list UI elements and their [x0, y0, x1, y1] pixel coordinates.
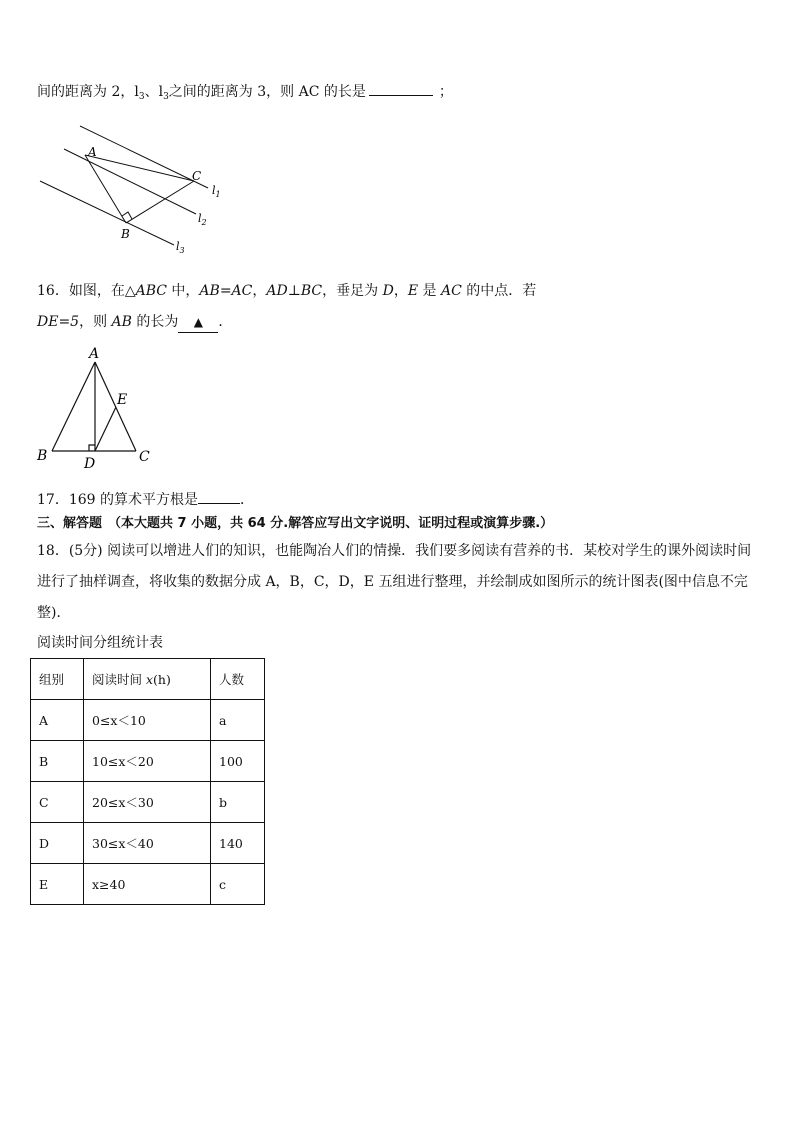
cell-group: A [31, 700, 84, 741]
q17-answer-blank[interactable] [198, 489, 240, 504]
q16-t1: 中， [166, 283, 200, 299]
label-l3: $l_3$ [176, 240, 185, 255]
q16-eq2: DE=5 [37, 314, 80, 330]
section-title: 三、解答题 [37, 516, 103, 531]
label-b: B [121, 227, 130, 241]
table-row [31, 782, 265, 823]
label-c: C [139, 449, 150, 465]
q18-line-3: 整)． [37, 605, 71, 621]
cell-range: 20≤x＜30 [84, 782, 211, 823]
cell-group: B [31, 741, 84, 782]
right-angle-mark [89, 445, 95, 451]
cell-range: x≥40 [84, 864, 211, 905]
label-b: B [37, 448, 48, 464]
q16-triangle: △ABC [124, 283, 167, 299]
header-group: 组别 [31, 659, 84, 700]
table-row [31, 823, 265, 864]
label-l1: $l_1$ [212, 184, 221, 199]
q16-d: D [382, 283, 394, 299]
q16-perp: AD⊥BC [266, 283, 323, 299]
q15-end: ； [438, 84, 453, 100]
table-header-row [31, 659, 265, 700]
cell-count: c [211, 864, 265, 905]
q17-end: ． [240, 492, 254, 508]
label-a: A [89, 346, 100, 362]
q16-ac: AC [440, 283, 462, 299]
q16-e: E [407, 283, 419, 299]
q15-line [37, 81, 453, 107]
q16-t4: ， [393, 283, 408, 299]
cell-count: 100 [211, 741, 265, 782]
q16-t5: 是 [418, 283, 441, 299]
q15-text-c: 之间的距离为 3，则 AC 的长是 [168, 84, 366, 100]
line-l2 [64, 149, 196, 214]
table-title: 阅读时间分组统计表 [37, 635, 163, 651]
label-c: C [192, 169, 202, 183]
q16-t3: ，垂足为 [322, 283, 383, 299]
cell-group: E [31, 864, 84, 905]
reading-time-table [30, 658, 265, 905]
q15-sub-a: 3 [138, 92, 145, 102]
q17-text: 17．169 的算术平方根是 [37, 492, 198, 508]
side-ab [52, 362, 95, 451]
q16-line-2 [37, 312, 232, 333]
q18-line-2: 进行了抽样调查，将收集的数据分成 A，B，C，D，E 五组进行整理，并绘制成如图所示的统计图表(图中信息不完 [37, 574, 748, 590]
q15-sub-b: 3 [163, 92, 169, 102]
segment-bc [126, 181, 194, 223]
q16-t2: ， [252, 283, 267, 299]
cell-range: 30≤x＜40 [84, 823, 211, 864]
q16-num: 16．如图，在 [37, 283, 125, 299]
q16-triangle-figure [33, 342, 163, 472]
q15-text-b: 、l [144, 84, 164, 100]
label-e: E [117, 392, 128, 408]
q18-line-1: 18．(5分) 阅读可以增进人们的知识，也能陶冶人们的情操．我们要多阅读有营养的书．某校对学生的课外阅读时间 [37, 543, 752, 559]
cell-group: D [31, 823, 84, 864]
q16-answer-triangle: ▲ [193, 315, 204, 329]
cell-group: C [31, 782, 84, 823]
q17-line [37, 489, 254, 510]
q16-t6: 的中点．若 [461, 283, 537, 299]
section-note: （本大题共 7 小题，共 64 分.解答应写出文字说明、证明过程或演算步骤.） [108, 516, 554, 531]
header-count: 人数 [211, 659, 265, 700]
table-row [31, 864, 265, 905]
table-row [31, 741, 265, 782]
segment-ac [85, 155, 194, 181]
cell-count: a [211, 700, 265, 741]
q16-end: ． [218, 314, 233, 330]
header-time: 阅读时间 x(h) [84, 659, 211, 700]
table-row [31, 700, 265, 741]
q15-text-a: 间的距离为 2，l [37, 84, 139, 100]
cell-count: b [211, 782, 265, 823]
label-d: D [84, 456, 96, 472]
q16-line-1 [37, 281, 536, 301]
q16-t8: 的长为 [131, 314, 179, 330]
label-l2: $l_2$ [198, 212, 207, 227]
q16-eq1: AB=AC [199, 283, 253, 299]
q15-answer-blank[interactable] [369, 81, 433, 96]
cell-range: 0≤x＜10 [84, 700, 211, 741]
q16-answer-blank[interactable] [178, 312, 218, 333]
q16-ab: AB [111, 314, 132, 330]
q16-t7: ，则 [79, 314, 112, 330]
section-header [37, 513, 553, 534]
q15-parallel-lines-figure [30, 118, 230, 258]
median-de [95, 407, 116, 451]
cell-count: 140 [211, 823, 265, 864]
cell-range: 10≤x＜20 [84, 741, 211, 782]
label-a: A [88, 145, 97, 159]
